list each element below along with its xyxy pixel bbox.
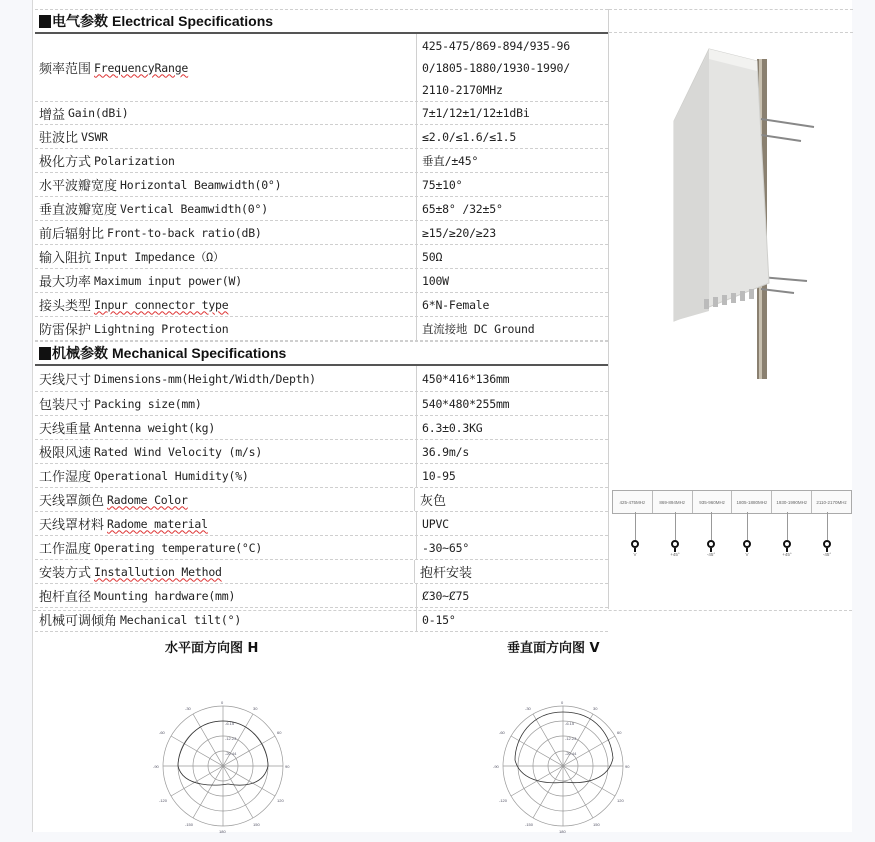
port-band-strip: 425-475MHz 869-894MHz 935-960MHz 1805-1880MHz 1930-1990MHz 2110-2170MHz (612, 490, 852, 514)
svg-text:-150: -150 (525, 822, 534, 827)
svg-text:150: 150 (253, 822, 260, 827)
svg-text:-12.23: -12.23 (225, 736, 237, 741)
electrical-title-zh: 电气参数 (52, 13, 108, 29)
spec-row-temperature: 工作温度 Operating temperature(°C) -30~65° (35, 536, 608, 560)
mechanical-title-en: Mechanical Specifications (112, 345, 287, 361)
svg-text:180: 180 (559, 829, 566, 834)
mechanical-title-zh: 机械参数 (52, 345, 108, 361)
svg-text:-12.23: -12.23 (565, 736, 577, 741)
spec-row-impedance: 输入阻抗 Input Impedance（Ω） 50Ω (35, 245, 608, 269)
svg-text:-90: -90 (493, 764, 499, 769)
port-connector-4: V (742, 512, 752, 557)
svg-text:120: 120 (277, 798, 284, 803)
svg-text:30: 30 (253, 706, 258, 711)
svg-text:-120: -120 (159, 798, 168, 803)
svg-text:-120: -120 (499, 798, 508, 803)
spec-row-lightning: 防雷保护 Lightning Protection 直流接地 DC Ground (35, 317, 608, 341)
mechanical-section-header (35, 341, 608, 366)
svg-text:-20.44: -20.44 (565, 751, 577, 756)
svg-text:120: 120 (617, 798, 624, 803)
svg-text:60: 60 (617, 730, 622, 735)
spec-row-weight: 天线重量 Antenna weight(kg) 6.3±0.3KG (35, 416, 608, 440)
svg-text:-150: -150 (185, 822, 194, 827)
spec-row-front-back: 前后辐射比 Front-to-back ratio(dB) ≥15/≥20/≥23 (35, 221, 608, 245)
connector-icon (823, 540, 831, 548)
svg-text:-30: -30 (185, 706, 191, 711)
svg-text:150: 150 (593, 822, 600, 827)
svg-text:60: 60 (277, 730, 282, 735)
svg-text:-20.44: -20.44 (225, 751, 237, 756)
spec-row-v-beamwidth: 垂直波瓣宽度 Vertical Beamwidth(0°) 65±8° /32±5° (35, 197, 608, 221)
horizontal-pattern-chart (143, 688, 303, 834)
svg-text:0: 0 (561, 700, 564, 705)
spec-row-vswr: 驻波比 VSWR ≤2.0/≤1.6/≤1.5 (35, 125, 608, 149)
spec-page (32, 0, 852, 832)
antenna-product-image (609, 31, 853, 411)
horizontal-pattern-title: 水平面方向图 H (165, 641, 259, 656)
svg-text:-6.15: -6.15 (565, 721, 575, 726)
connector-icon (707, 540, 715, 548)
svg-text:-30: -30 (525, 706, 531, 711)
svg-text:-60: -60 (159, 730, 165, 735)
svg-text:-60: -60 (499, 730, 505, 735)
port-connector-3: -45° (706, 512, 716, 557)
svg-text:-6.15: -6.15 (225, 721, 235, 726)
vertical-pattern-title: 垂直面方向图 V (507, 641, 600, 656)
svg-text:30: 30 (593, 706, 598, 711)
svg-text:0: 0 (221, 700, 224, 705)
port-connector-6: -45° (822, 512, 832, 557)
vertical-pattern-chart (483, 688, 643, 834)
spec-row-connector: 接头类型 Inpur connector type 6*N-Female (35, 293, 608, 317)
black-square-icon (39, 347, 51, 360)
spec-row-tilt: 机械可调倾角 Mechanical tilt(°) 0-15° (35, 608, 608, 632)
spec-row-packing: 包装尺寸 Packing size(mm) 540*480*255mm (35, 392, 608, 416)
connector-icon (671, 540, 679, 548)
svg-text:180: 180 (219, 829, 226, 834)
frequency-value: 425-475/869-894/935-96 0/1805-1880/1930-1990/ 2110-2170MHz (422, 38, 570, 97)
electrical-title-en: Electrical Specifications (112, 13, 274, 29)
spec-row-max-power: 最大功率 Maximum input power(W) 100W (35, 269, 608, 293)
svg-text:90: 90 (285, 764, 290, 769)
product-image-column (608, 9, 853, 609)
connector-icon (631, 540, 639, 548)
spec-table (35, 9, 608, 632)
spec-row-mounting: 抱杆直径 Mounting hardware(mm) Ȼ30~Ȼ75 (35, 584, 608, 608)
spec-row-wind: 极限风速 Rated Wind Velocity (m/s) 36.9m/s (35, 440, 608, 464)
spec-row-dimensions: 天线尺寸 Dimensions-mm(Height/Width/Depth) 450*416*136mm (35, 366, 608, 392)
port-connector-5: +45° (782, 512, 792, 557)
spec-row-gain: 增益 Gain(dBi) 7±1/12±1/12±1dBi (35, 102, 608, 125)
spec-row-radome-material: 天线罩材料 Radome material UPVC (35, 512, 608, 536)
spec-row-polarization: 极化方式 Polarization 垂直/±45° (35, 149, 608, 173)
spec-row-h-beamwidth: 水平波瓣宽度 Horizontal Beamwidth(0°) 75±10° (35, 173, 608, 197)
port-connector-1: V (630, 512, 640, 557)
connector-icon (743, 540, 751, 548)
spec-row-installation: 安装方式 Installution Method 抱杆安装 (35, 560, 608, 584)
spec-row-radome-color: 天线罩颜色 Radome Color 灰色 (35, 488, 608, 512)
connector-icon (783, 540, 791, 548)
svg-text:-90: -90 (153, 764, 159, 769)
black-square-icon (39, 15, 51, 28)
port-connector-2: +45° (670, 512, 680, 557)
spec-row-humidity: 工作湿度 Operational Humidity(%) 10-95 (35, 464, 608, 488)
electrical-section-header (35, 9, 608, 34)
svg-text:90: 90 (625, 764, 630, 769)
spec-row-frequency: 频率范围 FrequencyRange 425-475/869-894/935-96 0/1805-1880/1930-1990/ 2110-2170MHz (35, 34, 608, 102)
